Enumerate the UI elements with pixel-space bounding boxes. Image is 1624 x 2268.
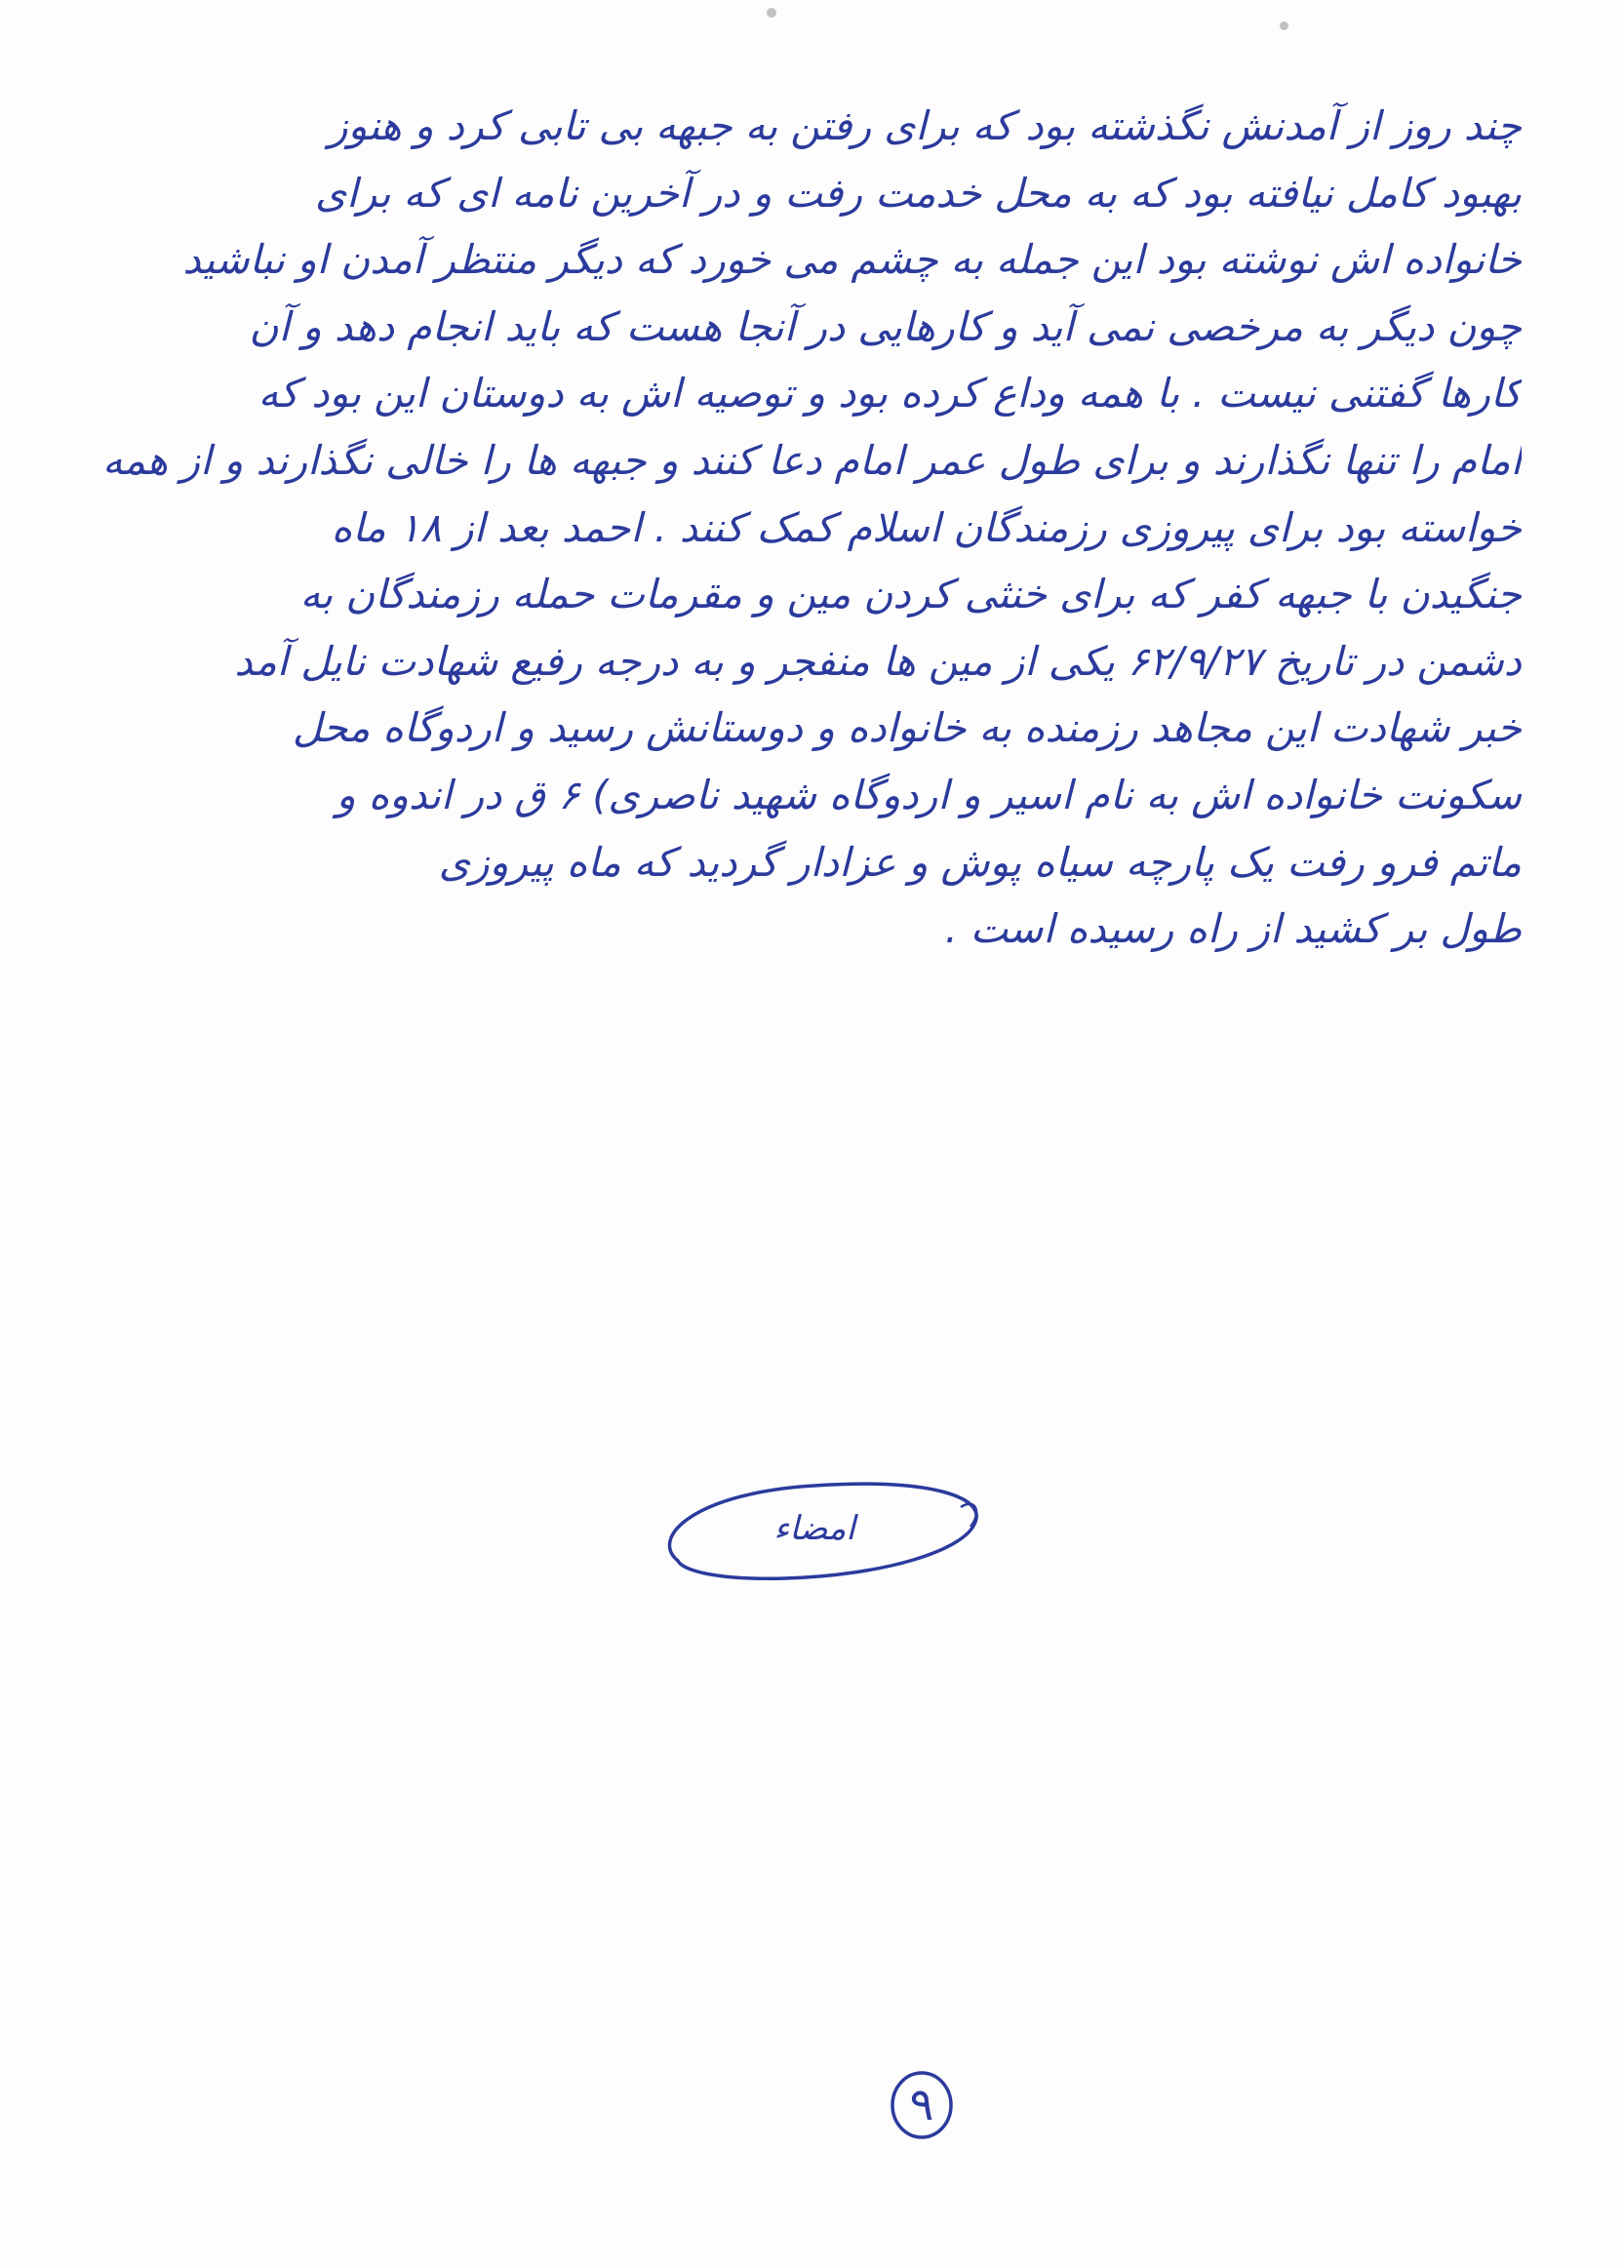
- text-line-11: سکونت خانواده اش به نام اسیر و اردوگاه شهید ناصری) ۶ ق در اندوه و: [336, 771, 1522, 818]
- text-line-2: بهبود کامل نیافته بود که به محل خدمت رفت و در آخرین نامه ای که برای: [314, 169, 1522, 217]
- text-line-9: دشمن در تاریخ ۶۲/۹/۲۷ یکی از مین ها منفجر و به درجه رفیع شهادت نایل آمد: [234, 637, 1522, 685]
- page-number-value: ۹: [909, 2078, 934, 2130]
- text-line-4: چون دیگر به مرخصی نمی آید و کارهایی در آنجا هست که باید انجام دهد و آن: [249, 302, 1522, 350]
- text-line-7: خواسته بود برای پیروزی رزمندگان اسلام کمک کنند . احمد بعد از ۱۸ ماه: [331, 503, 1522, 551]
- paper-speck: [767, 8, 776, 18]
- text-line-10: خبر شهادت این مجاهد رزمنده به خانواده و دوستانش رسید و اردوگاه محل: [292, 704, 1522, 752]
- text-line-8: جنگیدن با جبهه کفر که برای خنثی کردن مین و مقرمات حمله رزمندگان به: [299, 571, 1522, 618]
- text-line-1: چند روز از آمدنش نگذشته بود که برای رفتن به جبهه بی تابی کرد و هنوز: [328, 102, 1522, 149]
- text-line-12: ماتم فرو رفت یک پارچه سیاه پوش و عزادار گردید که ماه پیروزی: [438, 838, 1522, 886]
- text-line-6: امام را تنها نگذارند و برای طول عمر امام دعا کنند و جبهه ها را خالی نگذارند و از همه: [101, 436, 1522, 484]
- text-line-3: خانواده اش نوشته بود این جمله به چشم می خورد که دیگر منتظر آمدن او نباشید: [182, 236, 1522, 284]
- handwritten-text-body: [98, 93, 1522, 963]
- page-number: [883, 2066, 961, 2144]
- text-line-5: کارها گفتنی نیست . با همه وداع کرده بود و توصیه اش به دوستان این بود که: [257, 370, 1522, 418]
- signature-text: امضاء: [773, 1509, 855, 1548]
- text-line-13: طول بر کشید از راه رسیده است .: [944, 905, 1522, 953]
- signature-stamp: [639, 1468, 990, 1595]
- paper-speck: [1280, 21, 1288, 30]
